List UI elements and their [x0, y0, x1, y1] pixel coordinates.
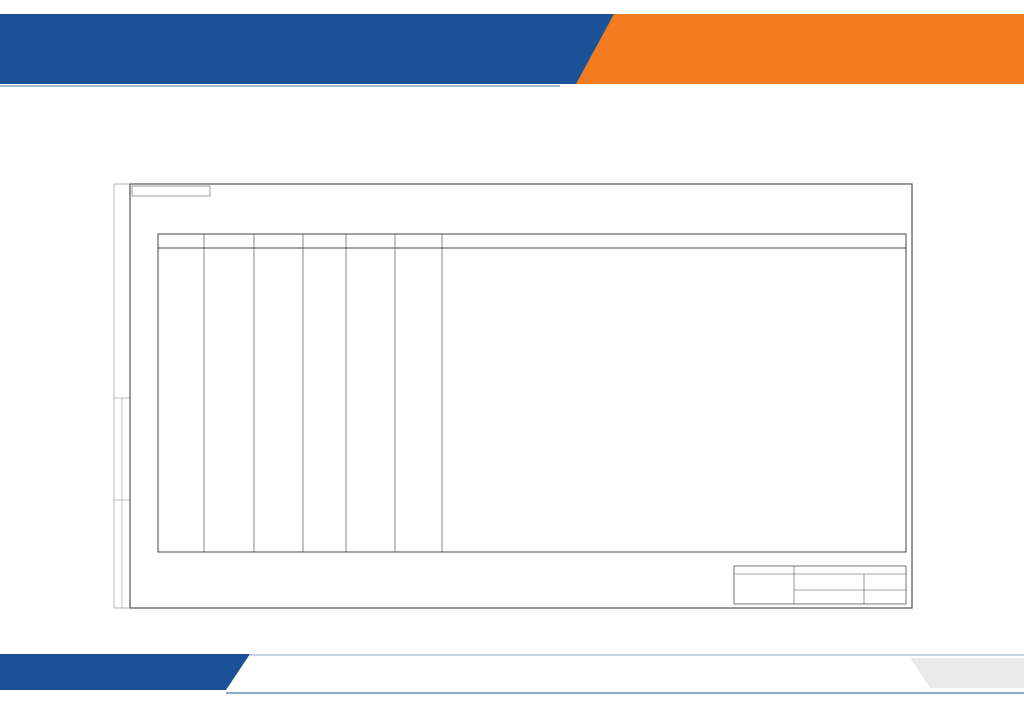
cyclogram-sheet — [108, 182, 916, 612]
footer-background — [0, 654, 1024, 700]
header-background — [0, 0, 1024, 100]
header-bar — [0, 0, 1024, 100]
footer-bar — [0, 654, 1024, 700]
cyclogram-drawing — [108, 182, 916, 612]
